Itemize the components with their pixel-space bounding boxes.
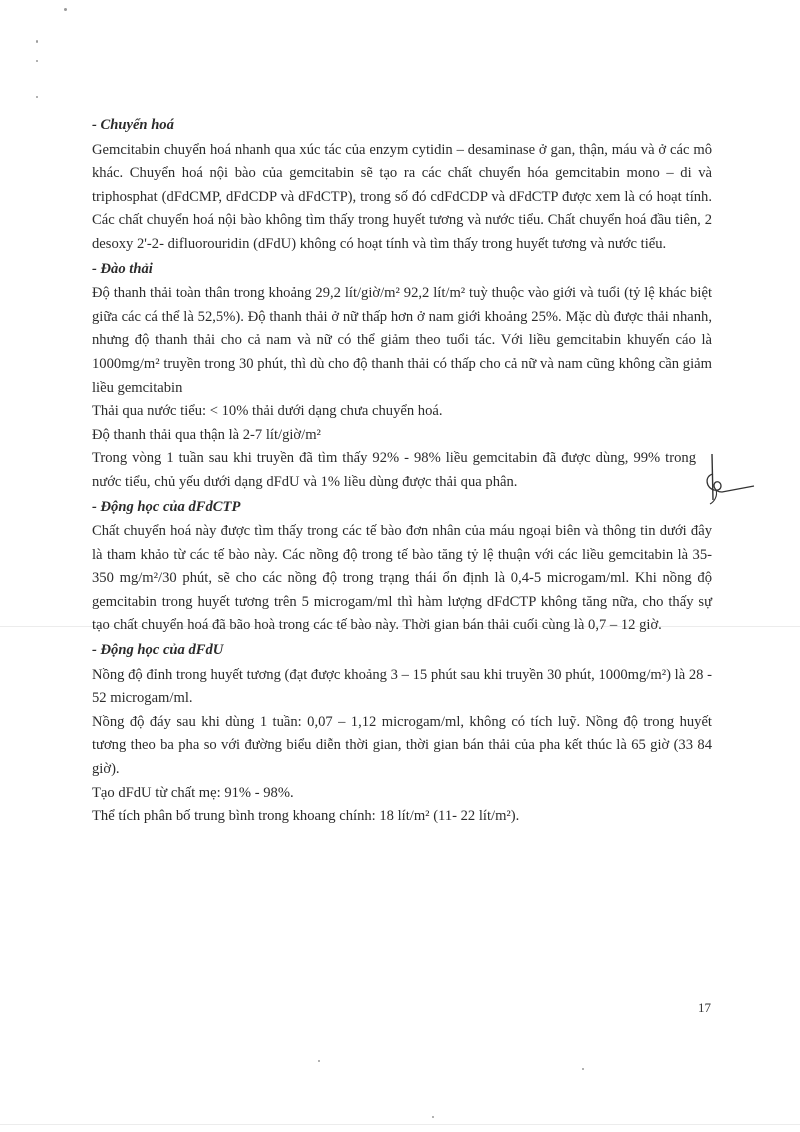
paragraph: Trong vòng 1 tuần sau khi truyền đã tìm thấy 92% - 98% liều gemcitabin đã được dùng, 99% trong nước tiểu, chủ yếu dưới dạng dFdU và 1% liều dùng được thải qua phân. <box>92 450 696 490</box>
section-chuyen-hoa <box>92 114 712 257</box>
scan-speck <box>432 1116 434 1118</box>
paragraph: Thải qua nước tiểu: < 10% thải dưới dạng chưa chuyển hoá. <box>92 403 443 420</box>
section-dong-hoc-dfdctp <box>92 496 712 639</box>
paragraph: Thể tích phân bố trung bình trong khoang chính: 18 lít/m² (11- 22 lít/m²). <box>92 808 520 825</box>
paragraph: Tạo dFdU từ chất mẹ: 91% - 98%. <box>92 784 294 801</box>
paragraph: Chất chuyển hoá này được tìm thấy trong các tế bào đơn nhân của máu ngoại biên và thông tin dưới đây là tham khảo từ các tế bào này. Các nồng độ trong tế bào tăng tỷ lệ thuận với các liều gemcitabin là 35-350 mg/m²/30 phút, sẽ cho các nồng độ trong trạng thái ổn định là 0,4-5 microgam/ml. Khi nồng độ gemcitabin trong huyết tương trên 5 microgam/ml thì hàm lượng dFdCTP không tăng nữa, cho thấy sự tạo chất chuyển hoá đã bão hoà trong các tế bào này. Thời gian bán thải cuối cùng là 0,7 – 12 giờ. <box>92 523 712 634</box>
section-heading: - Động học của dFdU <box>92 642 224 659</box>
page-number: 17 <box>698 1000 711 1015</box>
section-heading: - Chuyển hoá <box>92 117 174 133</box>
scan-speck <box>318 1060 320 1062</box>
paragraph: Độ thanh thải qua thận là 2-7 lít/giờ/m² <box>92 426 321 443</box>
section-dong-hoc-dfdu <box>92 639 712 829</box>
section-heading: - Đào thải <box>92 260 153 277</box>
document-body <box>92 114 712 829</box>
paragraph: Nồng độ đỉnh trong huyết tương (đạt được khoảng 3 – 15 phút sau khi truyền 30 phút, 1000mg/m²) là 28 - 52 microgam/ml. <box>92 666 712 707</box>
section-dao-thai <box>92 258 712 495</box>
paragraph: Độ thanh thải toàn thân trong khoảng 29,2 lít/giờ/m² 92,2 lít/m² tuỳ thuộc vào giới và tuổi (tỷ lệ khác biệt giữa các cá thể là 52,5%). Độ thanh thải ở nữ thấp hơn ở nam giới khoảng 25%. Mặc dù được thải nhanh, nhưng độ thanh thải cho cả nam và nữ có thể giảm theo tuổi tác. Với liều gemcitabin khuyến cáo là 1000mg/m² truyền trong 30 phút, thì dù cho độ thanh thải có thấp cho cả nữ và nam cũng không cần giảm liều gemcitabin <box>92 285 712 396</box>
scan-speck <box>36 60 38 62</box>
signature-mark <box>700 452 780 532</box>
paragraph: Nồng độ đáy sau khi dùng 1 tuần: 0,07 – 1,12 microgam/ml, không có tích luỹ. Nồng độ trong huyết tương theo ba pha so với đường biểu diễn thời gian, thời gian bán thải của pha kết thúc là 65 giờ (33 84 giờ). <box>92 713 712 778</box>
section-heading: - Động học của dFdCTP <box>92 498 241 515</box>
scan-speck <box>64 8 67 11</box>
scan-speck <box>582 1068 584 1070</box>
scan-speck <box>36 96 38 98</box>
paragraph: Gemcitabin chuyển hoá nhanh qua xúc tác của enzym cytidin – desaminase ở gan, thận, máu và ở các mô khác. Chuyển hoá nội bào của gemcitabin sẽ tạo ra các chất chuyển hóa gemcitabin mono – di và triphosphat (dFdCMP, dFdCDP và dFdCTP), trong số đó cdFdCDP và dFdCTP được xem là có hoạt tính. Các chất chuyển hoá nội bào không tìm thấy trong huyết tương và nước tiểu. Chất chuyển hoá đầu tiên, 2 desoxy 2'-2- difluorouridin (dFdU) không có hoạt tính và tìm thấy trong huyết tương và nước tiểu. <box>92 141 712 252</box>
scan-speck <box>36 40 38 43</box>
scan-artifact-line <box>0 1124 800 1125</box>
